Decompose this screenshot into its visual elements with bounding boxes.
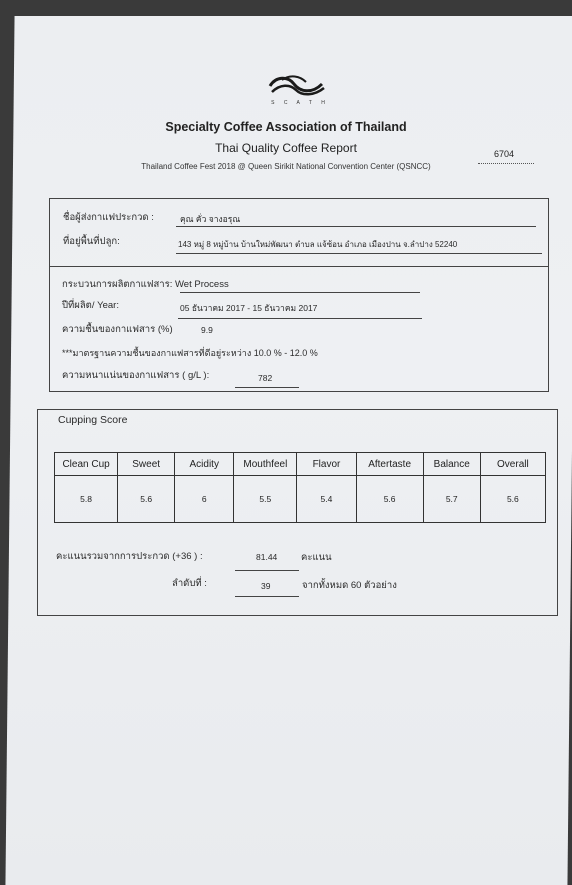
applicant-name-value: คุณ คั่ว จางอรุณ <box>180 214 241 224</box>
rank-suffix: จากทั้งหมด 60 ตัวอย่าง <box>302 580 397 591</box>
header-aftertaste: Aftertaste <box>356 453 423 476</box>
applicant-name-underline <box>176 226 536 227</box>
process-value: Wet Process <box>175 279 229 290</box>
value-flavor: 5.4 <box>297 476 356 523</box>
header-overall: Overall <box>480 453 545 476</box>
value-clean-cup: 5.8 <box>55 476 118 523</box>
moisture-value: 9.9 <box>201 325 213 335</box>
cupping-score-table <box>54 452 546 523</box>
applicant-box <box>49 198 549 268</box>
year-label: ปีที่ผลิต/ Year: <box>62 300 119 311</box>
event-line: Thailand Coffee Fest 2018 @ Queen Sirikit National Convention Center (QSNCC) <box>141 162 431 171</box>
rank-label: ลำดับที่ : <box>172 578 207 589</box>
value-mouthfeel: 5.5 <box>234 476 297 523</box>
rank-underline <box>235 596 299 597</box>
moisture-standard: ***มาตรฐานความชื้นของกาแฟสารที่ดีอยู่ระหว่าง 10.0 % - 12.0 % <box>62 348 318 358</box>
report-title: Thai Quality Coffee Report <box>215 141 357 155</box>
value-acidity: 6 <box>175 476 234 523</box>
value-balance: 5.7 <box>423 476 480 523</box>
scath-logo-icon <box>266 74 328 98</box>
header-acidity: Acidity <box>175 453 234 476</box>
header-clean-cup: Clean Cup <box>55 453 118 476</box>
org-name: Specialty Coffee Association of Thailand <box>165 120 407 134</box>
value-overall: 5.6 <box>480 476 545 523</box>
rank-value: 39 <box>261 581 271 591</box>
address-underline <box>176 253 542 254</box>
density-label: ความหนาแน่นของกาแฟสาร ( g/L ): <box>62 370 210 381</box>
value-aftertaste: 5.6 <box>356 476 423 523</box>
report-number: 6704 <box>494 149 515 159</box>
total-score-unit: คะแนน <box>301 552 332 563</box>
header-mouthfeel: Mouthfeel <box>234 453 297 476</box>
address-value: 143 หมู่ 8 หมู่บ้าน บ้านใหม่พัฒนา ตำบล แจ้ซ้อน อำเภอ เมืองปาน จ.ลำปาง 52240 <box>178 240 458 249</box>
value-sweet: 5.6 <box>118 476 175 523</box>
cupping-title: Cupping Score <box>58 414 128 426</box>
year-underline <box>178 318 422 319</box>
process-label: กระบวนการผลิตกาแฟสาร: <box>62 279 173 290</box>
total-score-value: 81.44 <box>256 552 278 562</box>
moisture-label: ความชื้นของกาแฟสาร (%) <box>62 324 173 335</box>
score-header-row <box>55 453 546 476</box>
address-label: ที่อยู่พื้นที่ปลูก: <box>63 236 120 247</box>
applicant-name-label: ชื่อผู้ส่งกาแฟประกวด : <box>63 212 154 223</box>
header-flavor: Flavor <box>297 453 356 476</box>
density-value: 782 <box>258 373 273 383</box>
logo-letters: S C A T H <box>271 100 329 106</box>
process-underline <box>180 292 420 293</box>
year-value: 05 ธันวาคม 2017 - 15 ธันวาคม 2017 <box>180 303 318 313</box>
total-score-label: คะแนนรวมจากการประกวด (+36 ) : <box>56 551 203 562</box>
header-sweet: Sweet <box>118 453 175 476</box>
score-value-row <box>55 476 546 523</box>
density-underline <box>235 387 299 388</box>
total-score-underline <box>235 570 299 571</box>
header-balance: Balance <box>423 453 480 476</box>
